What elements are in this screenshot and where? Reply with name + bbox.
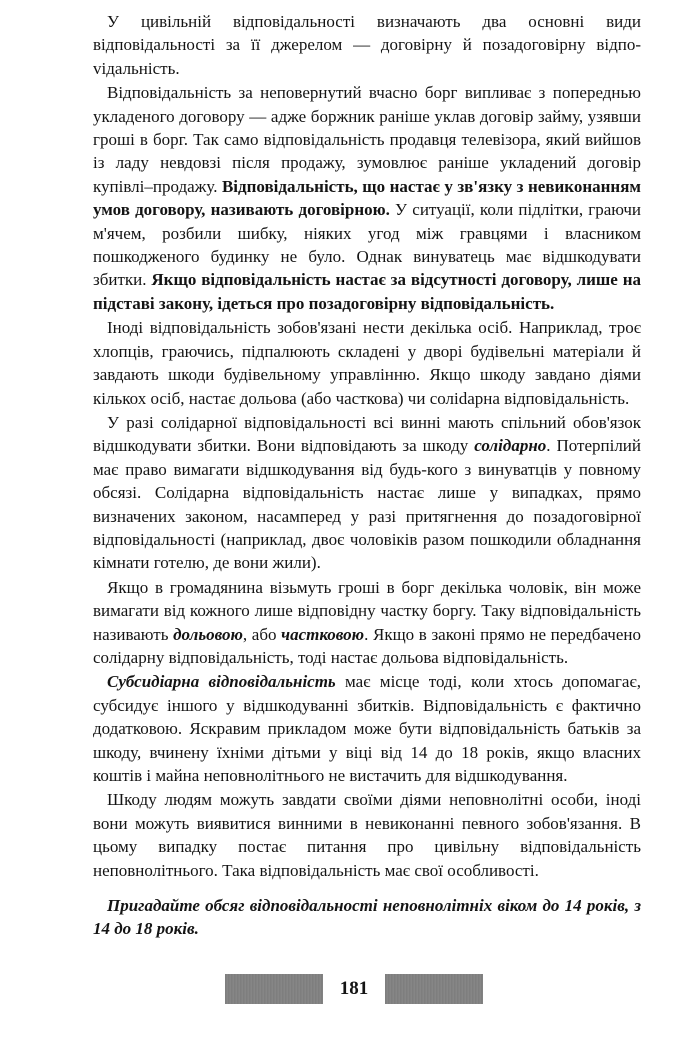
paragraph [93,10,641,80]
text-run: Іноді відповідальність зобов'язані нести декілька осіб. Наприклад, троє хлопців, граючись, підпалюють складені у дворі будівельні матеріали й завдають шкоди будівельному управлінню. Якщо шкоду завдано діями кількох осіб, настає дольова (або часткова) чи соліdарна відповідальність. [93,318,641,408]
page-footer [225,970,483,1008]
paragraph [93,576,641,670]
paragraph [93,411,641,575]
term-emphasis: частковою [281,624,365,644]
term-emphasis: Субсидіарна відповідальність [107,672,336,692]
text-run: , або [242,624,282,644]
paragraph [93,670,641,787]
term-emphasis: солідарно [474,436,547,456]
review-question: Пригадайте обсяг відповідальності неповнолітніх віком до 14 років, з 14 до 18 років. [93,896,641,939]
text-run: Якщо в громадянина візьмуть гроші в борг декілька чоловік, він може вимагати від кожного лише відповідну частку боргу. Таку відповідальність називають [93,577,641,644]
text-run: . Якщо в законі прямо не передбачено солідарну відповідальність, тоді настає дольова відповідальність. [93,624,641,667]
paragraph [93,788,641,882]
text-run: У разі солідарної відповідальності всі винні мають спільний обов'язок відшкодувати збитки. Вони відповідають за шкоду [93,412,641,456]
text-run: має місце тоді, коли хтось допомагає, субсидує іншого у відшкодуванні збитків. Відповідальність є фактично додатковою. Яскравим прикладом може бути відповідальність батьків за шкоду, вчинену їхніми дітьми у віці від 14 до 18 років, якщо власних коштів і майна неповнолітнього не вистачить для відшкодування. [93,672,641,785]
text-run: У цивільній відповідальності визначають два основні види відповідальності за її джерелом — договірну й позадоговірну відпоvідальність. [93,12,641,78]
text-run: Відповідальність за неповернутий вчасно борг випливає з попереднью укладеного договору — адже боржник раніше уклав договір займу, узявши гроші в борг. Так само відповідальність продавця телевізора, який вийшов із ладу невдовзі після продажу, зумовлює раніше укладений договір купівлі–продажу. [93,83,641,196]
page-number: 181 [339,978,369,999]
definition-emphasis: Відповідальність, що настає у зв'язку з невиконанням умов договору, називають договірною. [93,176,641,220]
paragraph [93,81,641,315]
footer-bar-left [225,974,323,1004]
text-run: У ситуації, коли підлітки, граючи м'ячем, розбили шибку, ніяких угод між гравцями і власником пошкодженого будинку не було. Однак винуватець має відшкодувати збитки. [93,200,641,290]
text-run: Шкоду людям можуть завдати своїми діями неповнолітні особи, іноді вони можуть виявитися винними в невиконанні певного зобов'язання. В цьому випадку постає питання про цивільну відповідальність неповнолітнього. Така відповідальність має свої особливості. [93,790,641,880]
footer-bar-right [385,974,483,1004]
text-body [93,10,641,882]
term-emphasis: дольовою [173,624,243,644]
definition-emphasis: Якщо відповідальність настає за відсутності договору, лише на підставі закону, ідеться про позадоговірну відповідальність. [93,270,642,313]
text-run: . Потерпілий має право вимагати відшкодування від будь-кого з винуватців у повному обсязі. Солідарна відповідальність настає лише у випадках, прямо визначених законом, насамперед у разі притягнення до позадоговірної відповідальності (наприклад, двоє чоловіків разом пошкодили обладнання кімнати готелю, де вони жили). [93,436,641,573]
paragraph [93,316,641,410]
page-body [93,10,641,942]
